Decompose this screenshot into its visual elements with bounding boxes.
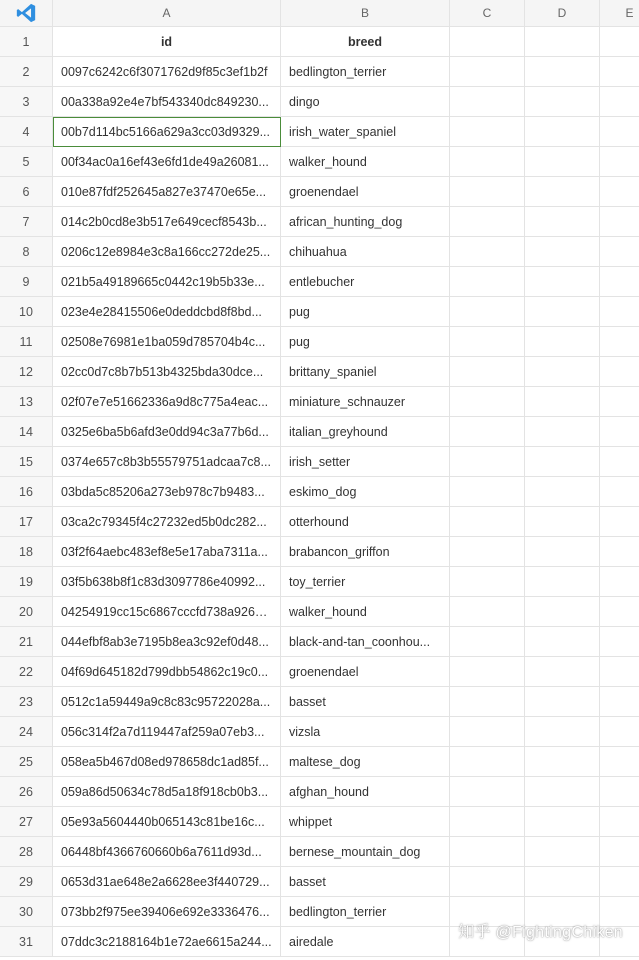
cell-breed[interactable]: irish_water_spaniel <box>281 117 450 147</box>
empty-cell[interactable] <box>450 627 525 657</box>
cell-breed[interactable]: black-and-tan_coonhou... <box>281 627 450 657</box>
empty-cell[interactable] <box>525 447 600 477</box>
cell-breed[interactable]: brabancon_griffon <box>281 537 450 567</box>
row-number[interactable]: 13 <box>0 387 53 417</box>
column-header-e[interactable]: E <box>600 0 639 27</box>
empty-cell[interactable] <box>450 357 525 387</box>
row-number[interactable]: 1 <box>0 27 53 57</box>
cell-id[interactable]: 07ddc3c2188164b1e72ae6615a244... <box>53 927 281 957</box>
cell-id[interactable]: 010e87fdf252645a827e37470e65e... <box>53 177 281 207</box>
cell-breed[interactable]: basset <box>281 687 450 717</box>
row-number[interactable]: 30 <box>0 897 53 927</box>
row-number[interactable]: 31 <box>0 927 53 957</box>
table-row <box>0 807 639 837</box>
cell-breed[interactable]: toy_terrier <box>281 567 450 597</box>
empty-cell[interactable] <box>450 717 525 747</box>
empty-cell[interactable] <box>600 237 639 267</box>
row-number[interactable]: 28 <box>0 837 53 867</box>
empty-cell[interactable] <box>450 237 525 267</box>
column-header-row <box>0 0 639 27</box>
table-row <box>0 57 639 87</box>
empty-cell[interactable] <box>600 507 639 537</box>
cell-id[interactable]: 02f07e7e51662336a9d8c775a4eac... <box>53 387 281 417</box>
cell-breed[interactable]: miniature_schnauzer <box>281 387 450 417</box>
empty-cell[interactable] <box>600 147 639 177</box>
empty-cell[interactable] <box>525 147 600 177</box>
empty-cell[interactable] <box>525 597 600 627</box>
row-number[interactable]: 8 <box>0 237 53 267</box>
empty-cell[interactable] <box>525 777 600 807</box>
cell-breed[interactable]: pug <box>281 297 450 327</box>
cell-breed[interactable]: walker_hound <box>281 597 450 627</box>
cell-id[interactable]: 00f34ac0a16ef43e6fd1de49a26081... <box>53 147 281 177</box>
row-number[interactable]: 5 <box>0 147 53 177</box>
empty-cell[interactable] <box>525 327 600 357</box>
empty-cell[interactable] <box>600 267 639 297</box>
empty-cell[interactable] <box>450 477 525 507</box>
empty-cell[interactable] <box>600 627 639 657</box>
cell-breed[interactable]: pug <box>281 327 450 357</box>
row-number[interactable]: 21 <box>0 627 53 657</box>
cell-breed[interactable]: vizsla <box>281 717 450 747</box>
table-row <box>0 687 639 717</box>
empty-cell[interactable] <box>600 357 639 387</box>
empty-cell[interactable] <box>525 507 600 537</box>
empty-cell[interactable] <box>450 837 525 867</box>
row-number[interactable]: 15 <box>0 447 53 477</box>
empty-cell[interactable] <box>450 567 525 597</box>
empty-cell[interactable] <box>450 747 525 777</box>
cell-breed[interactable]: groenendael <box>281 657 450 687</box>
empty-cell[interactable] <box>600 477 639 507</box>
cell-id[interactable]: 0325e6ba5b6afd3e0dd94c3a77b6d... <box>53 417 281 447</box>
empty-cell[interactable] <box>525 657 600 687</box>
row-number[interactable]: 7 <box>0 207 53 237</box>
empty-cell[interactable] <box>600 297 639 327</box>
empty-cell[interactable] <box>600 777 639 807</box>
empty-cell[interactable] <box>600 447 639 477</box>
cell-breed[interactable]: eskimo_dog <box>281 477 450 507</box>
empty-cell[interactable] <box>450 297 525 327</box>
empty-cell[interactable] <box>600 387 639 417</box>
empty-cell[interactable] <box>600 597 639 627</box>
cell-id[interactable]: 014c2b0cd8e3b517e649cecf8543b... <box>53 207 281 237</box>
cell-breed[interactable]: italian_greyhound <box>281 417 450 447</box>
empty-cell[interactable] <box>525 477 600 507</box>
cell-breed[interactable]: groenendael <box>281 177 450 207</box>
row-number[interactable]: 26 <box>0 777 53 807</box>
cell-id-header[interactable]: id <box>53 27 281 57</box>
empty-cell[interactable] <box>450 177 525 207</box>
table-row <box>0 327 639 357</box>
cell-id[interactable]: 02cc0d7c8b7b513b4325bda30dce... <box>53 357 281 387</box>
empty-cell[interactable] <box>525 837 600 867</box>
cell-breed[interactable]: chihuahua <box>281 237 450 267</box>
empty-cell[interactable] <box>450 867 525 897</box>
table-row <box>0 387 639 417</box>
table-row <box>0 147 639 177</box>
cell-breed-header[interactable]: breed <box>281 27 450 57</box>
cell-breed[interactable]: otterhound <box>281 507 450 537</box>
cell-id[interactable]: 056c314f2a7d119447af259a07eb3... <box>53 717 281 747</box>
empty-cell[interactable] <box>600 567 639 597</box>
empty-cell[interactable] <box>600 537 639 567</box>
empty-cell[interactable] <box>450 537 525 567</box>
empty-cell[interactable] <box>525 567 600 597</box>
empty-cell[interactable] <box>600 417 639 447</box>
cell-id[interactable]: 03f5b638b8f1c83d3097786e40992... <box>53 567 281 597</box>
table-row <box>0 747 639 777</box>
row-number[interactable]: 6 <box>0 177 53 207</box>
row-number[interactable]: 2 <box>0 57 53 87</box>
cell-breed[interactable]: afghan_hound <box>281 777 450 807</box>
cell-id[interactable]: 0097c6242c6f3071762d9f85c3ef1b2f <box>53 57 281 87</box>
row-number[interactable]: 16 <box>0 477 53 507</box>
cell-id[interactable]: 03f2f64aebc483ef8e5e17aba7311a... <box>53 537 281 567</box>
table-row <box>0 717 639 747</box>
row-number[interactable]: 22 <box>0 657 53 687</box>
empty-cell[interactable] <box>525 717 600 747</box>
table-row <box>0 417 639 447</box>
row-number[interactable]: 14 <box>0 417 53 447</box>
empty-cell[interactable] <box>525 177 600 207</box>
cell-id[interactable]: 04254919cc15c6867cccfd738a9269... <box>53 597 281 627</box>
table-row <box>0 537 639 567</box>
cell-id[interactable]: 0512c1a59449a9c8c83c95722028a... <box>53 687 281 717</box>
empty-cell[interactable] <box>450 57 525 87</box>
row-number[interactable]: 9 <box>0 267 53 297</box>
empty-cell[interactable] <box>600 867 639 897</box>
header-data-row <box>0 27 639 57</box>
cell-id[interactable]: 044efbf8ab3e7195b8ea3c92ef0d48... <box>53 627 281 657</box>
empty-cell[interactable] <box>525 357 600 387</box>
empty-cell[interactable] <box>450 207 525 237</box>
empty-cell[interactable] <box>450 387 525 417</box>
row-number[interactable]: 23 <box>0 687 53 717</box>
table-row <box>0 477 639 507</box>
cell-id[interactable]: 058ea5b467d08ed978658dc1ad85f... <box>53 747 281 777</box>
empty-cell[interactable] <box>525 867 600 897</box>
cell-breed[interactable]: whippet <box>281 807 450 837</box>
table-row <box>0 207 639 237</box>
empty-cell[interactable] <box>450 507 525 537</box>
empty-cell[interactable] <box>525 27 600 57</box>
table-row <box>0 447 639 477</box>
column-header-c[interactable]: C <box>450 0 525 27</box>
row-number[interactable]: 10 <box>0 297 53 327</box>
empty-cell[interactable] <box>525 87 600 117</box>
empty-cell[interactable] <box>450 687 525 717</box>
empty-cell[interactable] <box>450 117 525 147</box>
cell-breed[interactable]: airedale <box>281 927 450 957</box>
empty-cell[interactable] <box>450 447 525 477</box>
row-number[interactable]: 25 <box>0 747 53 777</box>
empty-cell[interactable] <box>525 387 600 417</box>
row-number[interactable]: 17 <box>0 507 53 537</box>
cell-id[interactable]: 0206c12e8984e3c8a166cc272de25... <box>53 237 281 267</box>
cell-breed[interactable]: walker_hound <box>281 147 450 177</box>
cell-breed[interactable]: african_hunting_dog <box>281 207 450 237</box>
empty-cell[interactable] <box>525 687 600 717</box>
empty-cell[interactable] <box>600 27 639 57</box>
empty-cell[interactable] <box>525 267 600 297</box>
cell-id[interactable]: 0374e657c8b3b55579751adcaa7c8... <box>53 447 281 477</box>
empty-cell[interactable] <box>525 117 600 147</box>
column-header-d[interactable]: D <box>525 0 600 27</box>
cell-id[interactable]: 073bb2f975ee39406e692e3336476... <box>53 897 281 927</box>
empty-cell[interactable] <box>600 177 639 207</box>
row-number[interactable]: 27 <box>0 807 53 837</box>
table-row <box>0 657 639 687</box>
empty-cell[interactable] <box>525 807 600 837</box>
row-number[interactable]: 4 <box>0 117 53 147</box>
empty-cell[interactable] <box>600 687 639 717</box>
cell-id[interactable]: 021b5a49189665c0442c19b5b33e... <box>53 267 281 297</box>
empty-cell[interactable] <box>450 267 525 297</box>
cell-id[interactable]: 04f69d645182d799dbb54862c19c0... <box>53 657 281 687</box>
cell-breed[interactable]: bedlington_terrier <box>281 897 450 927</box>
row-number[interactable]: 24 <box>0 717 53 747</box>
empty-cell[interactable] <box>525 747 600 777</box>
empty-cell[interactable] <box>450 87 525 117</box>
empty-cell[interactable] <box>450 147 525 177</box>
cell-breed[interactable]: entlebucher <box>281 267 450 297</box>
empty-cell[interactable] <box>600 837 639 867</box>
empty-cell[interactable] <box>525 237 600 267</box>
cell-id[interactable]: 00b7d114bc5166a629a3cc03d9329... <box>53 117 281 147</box>
table-row <box>0 837 639 867</box>
empty-cell[interactable] <box>600 207 639 237</box>
table-row <box>0 597 639 627</box>
cell-id[interactable]: 05e93a5604440b065143c81be16c... <box>53 807 281 837</box>
empty-cell[interactable] <box>525 207 600 237</box>
empty-cell[interactable] <box>450 597 525 627</box>
empty-cell[interactable] <box>600 87 639 117</box>
empty-cell[interactable] <box>600 57 639 87</box>
cell-id[interactable]: 03bda5c85206a273eb978c7b9483... <box>53 477 281 507</box>
table-row <box>0 567 639 597</box>
empty-cell[interactable] <box>525 627 600 657</box>
cell-breed[interactable]: brittany_spaniel <box>281 357 450 387</box>
empty-cell[interactable] <box>600 327 639 357</box>
row-number[interactable]: 12 <box>0 357 53 387</box>
table-row <box>0 507 639 537</box>
empty-cell[interactable] <box>450 657 525 687</box>
cell-breed[interactable]: bedlington_terrier <box>281 57 450 87</box>
cell-id[interactable]: 06448bf4366760660b6a7611d93d... <box>53 837 281 867</box>
table-row <box>0 177 639 207</box>
empty-cell[interactable] <box>525 57 600 87</box>
empty-cell[interactable] <box>450 27 525 57</box>
table-row <box>0 297 639 327</box>
cell-id[interactable]: 02508e76981e1ba059d785704b4c... <box>53 327 281 357</box>
empty-cell[interactable] <box>600 807 639 837</box>
cell-id[interactable]: 059a86d50634c78d5a18f918cb0b3... <box>53 777 281 807</box>
cell-breed[interactable]: bernese_mountain_dog <box>281 837 450 867</box>
table-row <box>0 627 639 657</box>
row-number[interactable]: 3 <box>0 87 53 117</box>
cell-breed[interactable]: basset <box>281 867 450 897</box>
row-number[interactable]: 19 <box>0 567 53 597</box>
cell-breed[interactable]: dingo <box>281 87 450 117</box>
cell-id[interactable]: 0653d31ae648e2a6628ee3f440729... <box>53 867 281 897</box>
table-row <box>0 867 639 897</box>
table-row <box>0 357 639 387</box>
empty-cell[interactable] <box>600 117 639 147</box>
empty-cell[interactable] <box>600 657 639 687</box>
empty-cell[interactable] <box>450 327 525 357</box>
column-header-a[interactable]: A <box>53 0 281 27</box>
table-row <box>0 267 639 297</box>
table-row <box>0 237 639 267</box>
empty-cell[interactable] <box>525 537 600 567</box>
empty-cell[interactable] <box>525 417 600 447</box>
row-number[interactable]: 20 <box>0 597 53 627</box>
watermark: 知乎 @FightingChiken <box>458 924 623 941</box>
cell-breed[interactable]: irish_setter <box>281 447 450 477</box>
table-row <box>0 87 639 117</box>
cell-breed[interactable]: maltese_dog <box>281 747 450 777</box>
row-number[interactable]: 29 <box>0 867 53 897</box>
cell-id[interactable]: 023e4e28415506e0deddcbd8f8bd... <box>53 297 281 327</box>
column-header-b[interactable]: B <box>281 0 450 27</box>
row-number[interactable]: 18 <box>0 537 53 567</box>
empty-cell[interactable] <box>525 297 600 327</box>
empty-cell[interactable] <box>450 807 525 837</box>
row-number[interactable]: 11 <box>0 327 53 357</box>
table-row <box>0 117 639 147</box>
empty-cell[interactable] <box>450 777 525 807</box>
empty-cell[interactable] <box>600 717 639 747</box>
empty-cell[interactable] <box>600 747 639 777</box>
cell-id[interactable]: 00a338a92e4e7bf543340dc849230... <box>53 87 281 117</box>
cell-id[interactable]: 03ca2c79345f4c27232ed5b0dc282... <box>53 507 281 537</box>
empty-cell[interactable] <box>450 417 525 447</box>
table-row <box>0 777 639 807</box>
